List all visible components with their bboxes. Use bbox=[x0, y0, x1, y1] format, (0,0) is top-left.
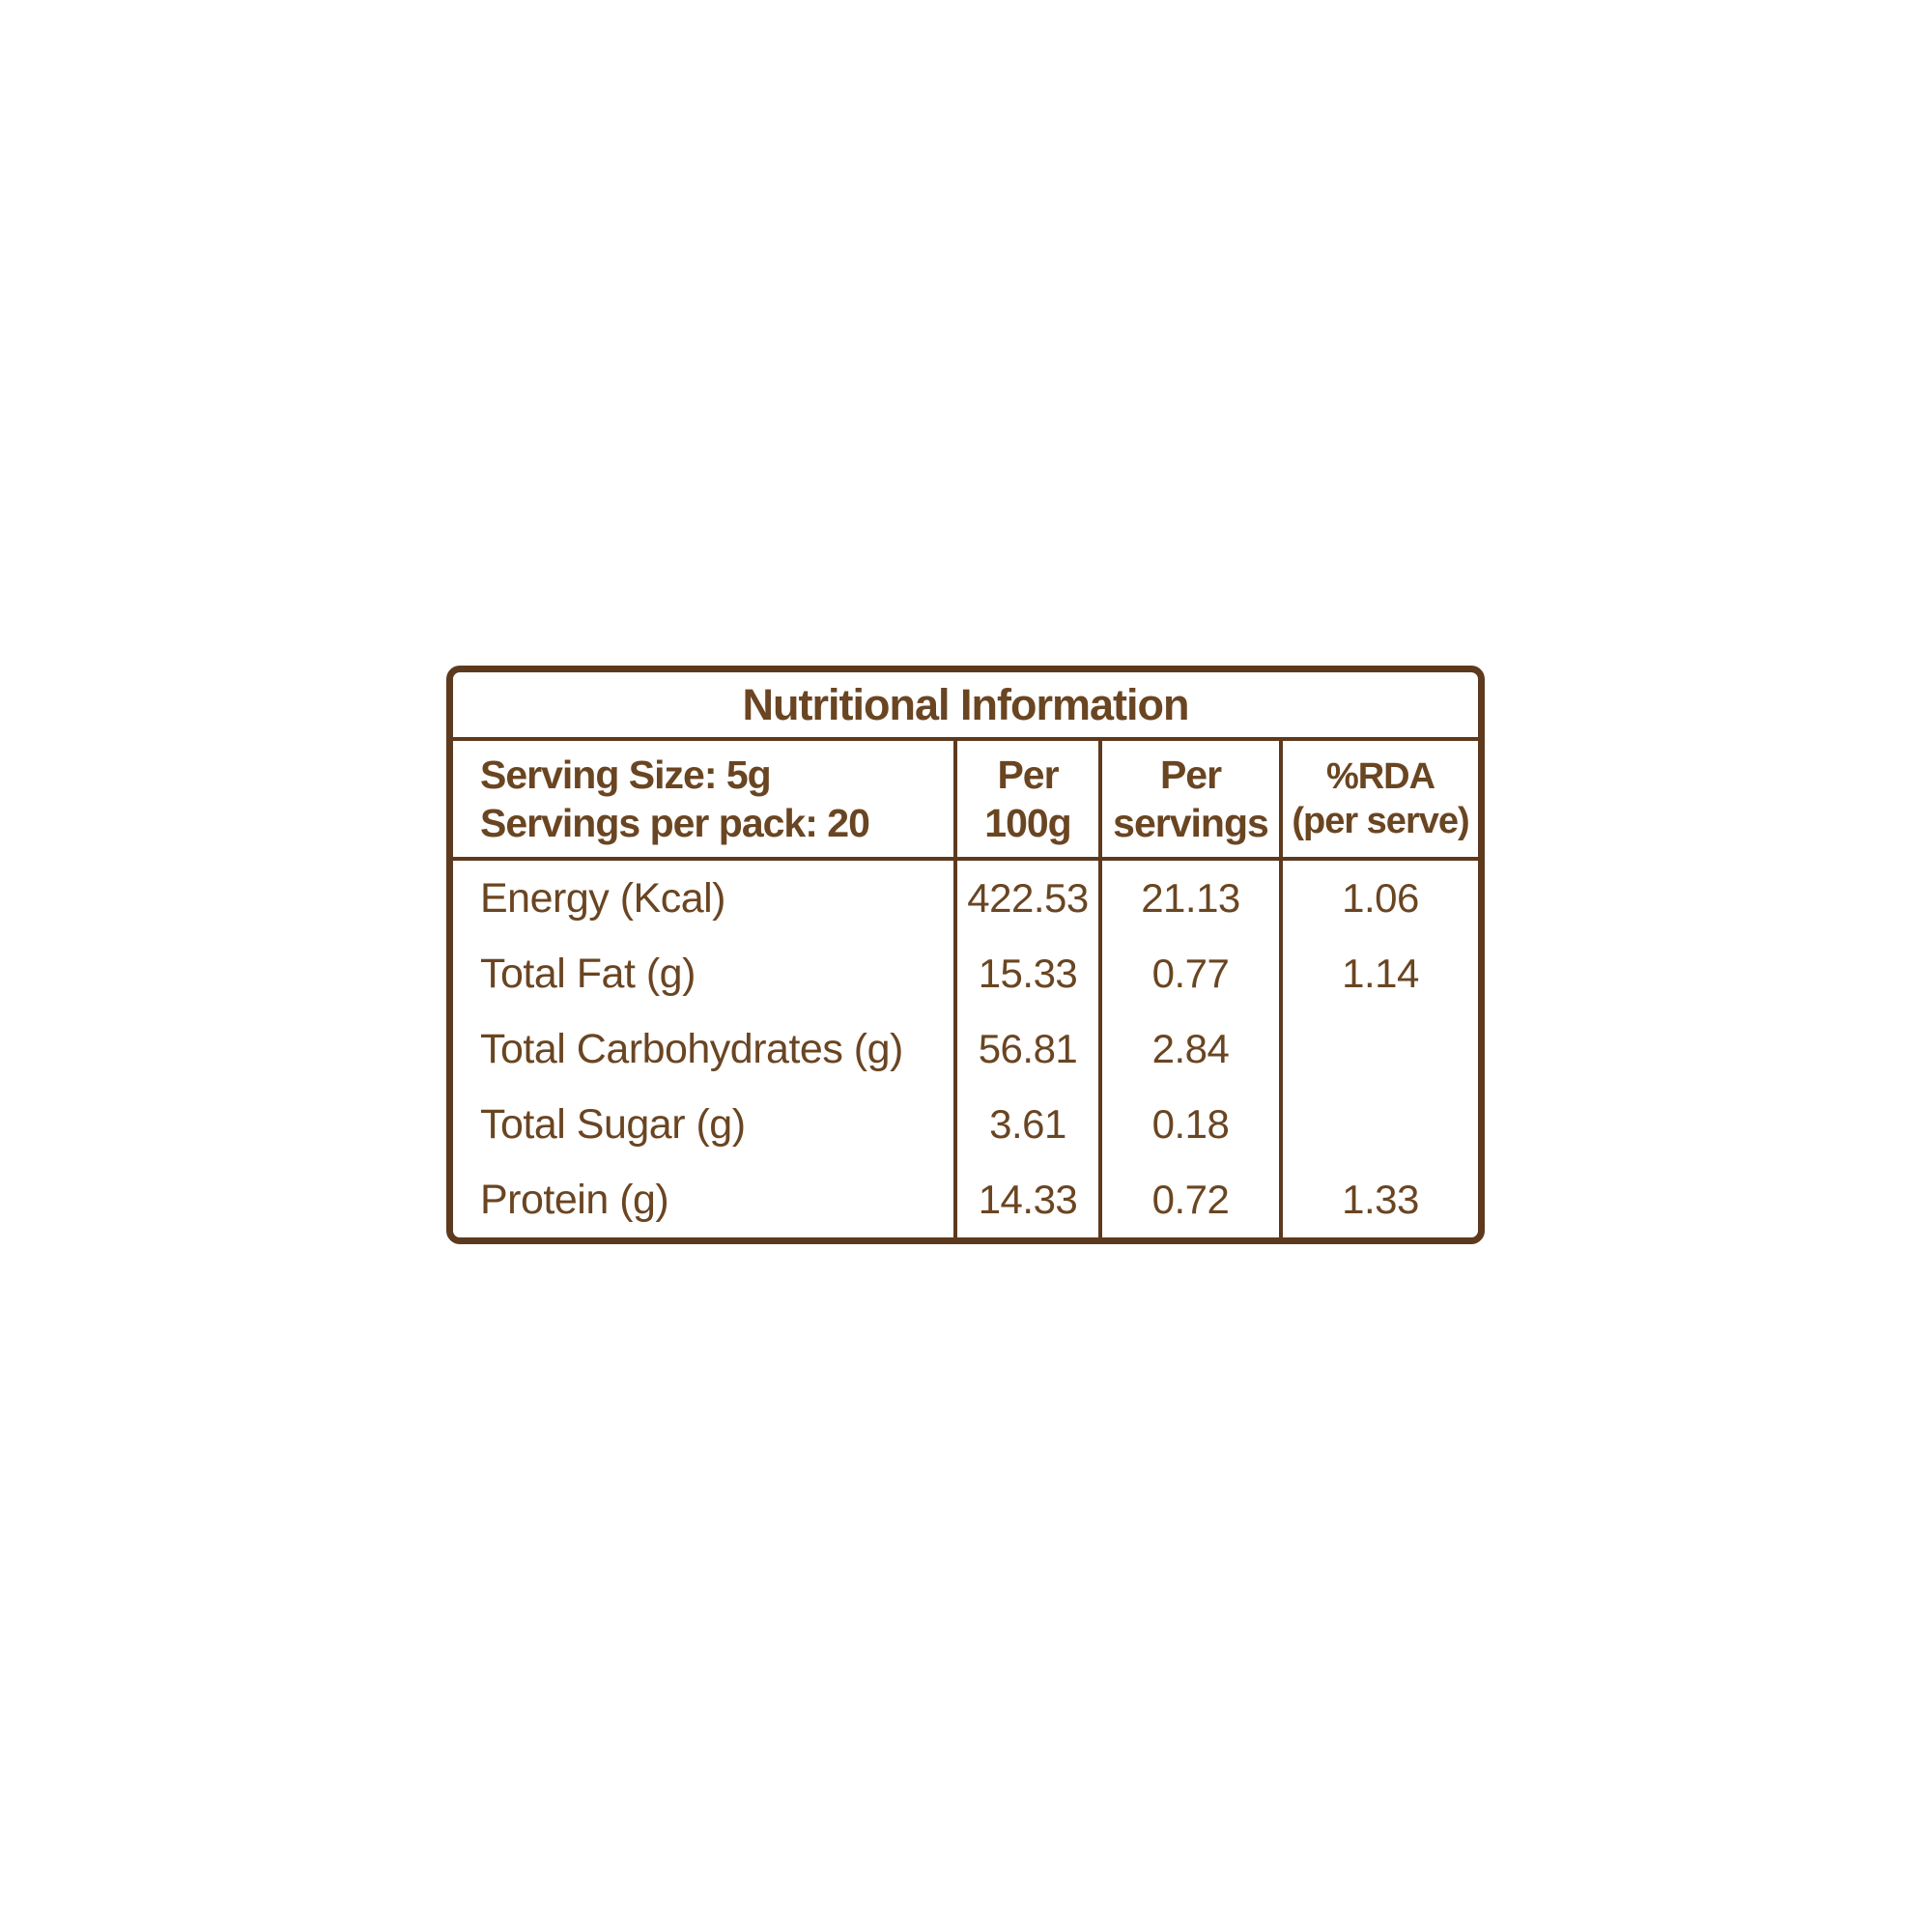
value-rda bbox=[1279, 1011, 1478, 1087]
col-header-per-servings-line2: servings bbox=[1113, 801, 1268, 845]
value-per-serving: 21.13 bbox=[1098, 861, 1279, 936]
table-row-energy bbox=[453, 861, 1478, 936]
value-per-100g: 15.33 bbox=[953, 936, 1098, 1011]
col-header-per-servings-line1: Per bbox=[1159, 752, 1222, 797]
col-header-per-100g bbox=[953, 741, 1098, 857]
col-header-rda bbox=[1279, 741, 1478, 857]
table-row-total-carbohydrates bbox=[453, 1011, 1478, 1087]
value-per-serving: 2.84 bbox=[1098, 1011, 1279, 1087]
table-row-protein bbox=[453, 1162, 1478, 1237]
value-rda: 1.33 bbox=[1279, 1162, 1478, 1237]
col-header-rda-line1: %RDA bbox=[1325, 755, 1435, 797]
nutrition-table bbox=[446, 666, 1485, 1244]
col-header-rda-line2: (per serve) bbox=[1292, 801, 1469, 841]
row-label: Total Carbohydrates (g) bbox=[480, 1025, 903, 1072]
row-label: Total Sugar (g) bbox=[480, 1100, 746, 1148]
row-label: Protein (g) bbox=[480, 1176, 669, 1223]
value-per-serving: 0.77 bbox=[1098, 936, 1279, 1011]
table-row-total-fat bbox=[453, 936, 1478, 1011]
table-row-total-sugar bbox=[453, 1087, 1478, 1162]
col-header-per-servings bbox=[1098, 741, 1279, 857]
value-per-serving: 0.18 bbox=[1098, 1087, 1279, 1162]
table-body bbox=[453, 861, 1478, 1237]
col-header-per-100g-line1: Per bbox=[997, 752, 1059, 797]
col-header-per-100g-line2: 100g bbox=[984, 801, 1071, 845]
serving-size-line: Serving Size: 5g bbox=[480, 752, 771, 797]
value-rda bbox=[1279, 1087, 1478, 1162]
value-per-serving: 0.72 bbox=[1098, 1162, 1279, 1237]
table-header-row bbox=[453, 741, 1478, 861]
value-per-100g: 422.53 bbox=[953, 861, 1098, 936]
servings-per-pack-line: Servings per pack: 20 bbox=[480, 801, 869, 845]
value-rda: 1.14 bbox=[1279, 936, 1478, 1011]
serving-info-cell bbox=[453, 741, 953, 857]
row-label: Total Fat (g) bbox=[480, 950, 696, 997]
table-title: Nutritional Information bbox=[453, 672, 1478, 741]
value-per-100g: 56.81 bbox=[953, 1011, 1098, 1087]
value-per-100g: 14.33 bbox=[953, 1162, 1098, 1237]
value-rda: 1.06 bbox=[1279, 861, 1478, 936]
row-label: Energy (Kcal) bbox=[480, 874, 725, 922]
value-per-100g: 3.61 bbox=[953, 1087, 1098, 1162]
